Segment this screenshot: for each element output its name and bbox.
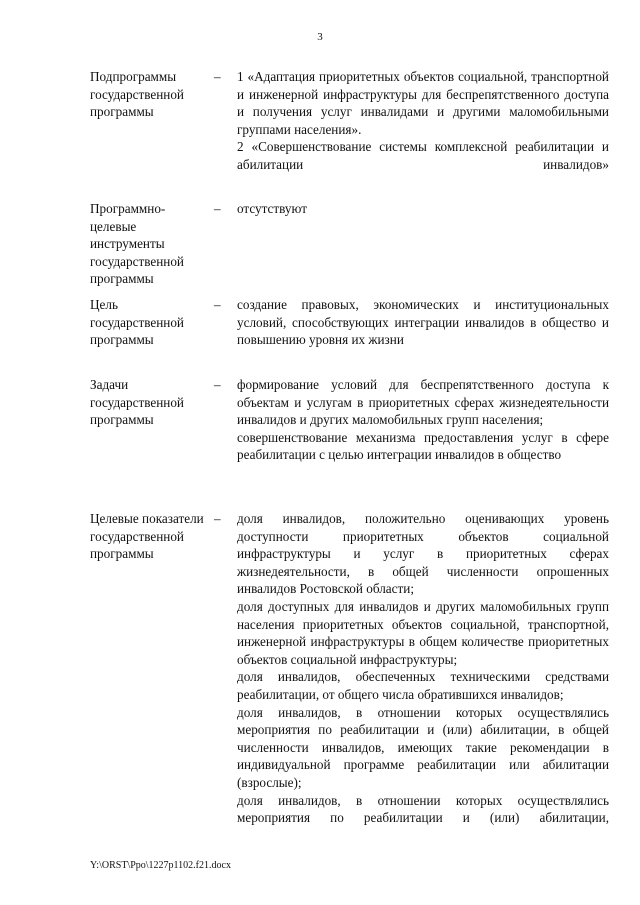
content-paragraph: доля инвалидов, положительно оценивающих уровень доступности приоритетных объектов социальной инфраструктуры и услуг в приоритетных сферах жизнедеятельности, в общей численности опрошенных инвалидов Ростовской области;	[237, 511, 609, 597]
content-paragraph: доля инвалидов, в отношении которых осуществлялись мероприятия по реабилитации и (или) абилитации, в общей численности инвалидов, имеющих такие рекомендации в индивидуальной программе реабилитации или абилитации (взрослые);	[237, 704, 609, 790]
content-paragraph: формирование условий для беспрепятственного доступа к объектам и услугам в приоритетных сферах жизнедеятельности инвалидов и других маломобильных групп населения;	[237, 377, 609, 428]
content-paragraph: 1 «Адаптация приоритетных объектов социальной, транспортной и инженерной инфраструктуры для беспрепятственного доступа и получения услуг инвалидами и другими маломобильными группами населения».	[237, 69, 609, 137]
dash-separator: –	[214, 201, 221, 216]
dash-separator: –	[214, 297, 221, 312]
section-content	[237, 296, 609, 349]
content-paragraph: доля инвалидов, в отношении которых осуществлялись мероприятия по реабилитации и (или) абилитации,	[237, 792, 609, 826]
section-content	[237, 376, 609, 464]
dash-separator: –	[214, 377, 221, 392]
section-content	[237, 200, 609, 218]
section-label: Целевые показатели государственной программы	[90, 511, 204, 562]
content-paragraph: создание правовых, экономических и институциональных условий, способствующих интеграции инвалидов в общество и повышению уровня их жизни	[237, 297, 609, 348]
content-paragraph: совершенствование механизма предоставления услуг в сфере реабилитации с целью интеграции инвалидов в общество	[237, 429, 609, 463]
section-label: Программно-целевые инструменты государственной программы	[90, 201, 184, 287]
section-content	[237, 68, 609, 174]
section-label: Задачи государственной программы	[90, 377, 184, 428]
content-paragraph: 2 «Совершенствование системы комплексной реабилитации и абилитации инвалидов»	[237, 139, 609, 172]
section-content	[237, 510, 609, 827]
page-number: 3	[317, 31, 323, 43]
dash-separator: –	[214, 511, 221, 526]
dash-separator: –	[214, 69, 221, 84]
content-paragraph: отсутствуют	[237, 201, 307, 216]
section-label: Подпрограммы государственной программы	[90, 69, 184, 120]
content-paragraph: доля доступных для инвалидов и других маломобильных групп населения приоритетных объектов социальной, транспортной, инженерной инфраструктуры в общем количестве приоритетных объектов социальной инфраструктуры;	[237, 598, 609, 667]
footer-file-path: Y:\ORST\Ppo\1227p1102.f21.docx	[90, 860, 231, 871]
section-label: Цель государственной программы	[90, 297, 184, 348]
content-paragraph: доля инвалидов, обеспеченных техническими средствами реабилитации, от общего числа обратившихся инвалидов;	[237, 669, 609, 702]
